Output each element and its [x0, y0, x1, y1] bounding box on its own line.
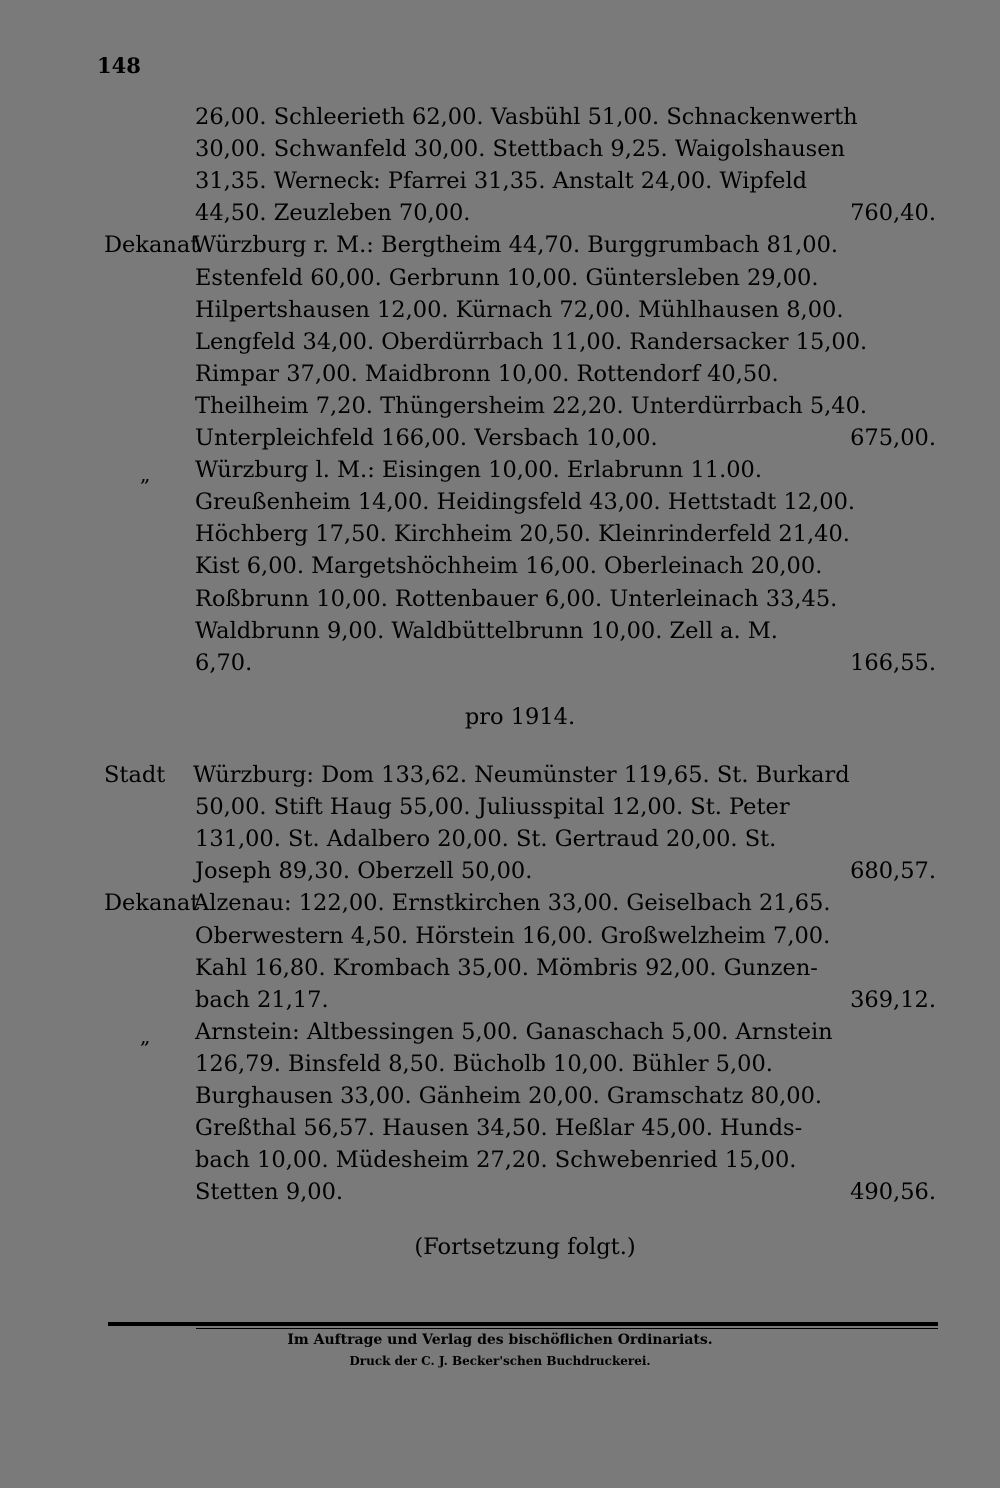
entry-label: Dekanat: [104, 890, 200, 917]
entry-amount: 675,00.: [850, 425, 936, 451]
entry-line: [0, 422, 1000, 456]
entry-text: 44,50. Zeuzleben 70,00.: [195, 200, 471, 227]
footer-printer: Druck der C. J. Becker'schen Buchdruckerei.: [349, 1354, 651, 1368]
entry-text: Würzburg l. M.: Eisingen 10,00. Erlabrunn 11.00.: [195, 457, 763, 484]
entry-line: [0, 165, 1000, 199]
entry-line: [0, 197, 1000, 231]
entry-text: Unterpleichfeld 166,00. Versbach 10,00.: [195, 425, 658, 451]
footer-rule-thick: [108, 1322, 938, 1326]
entry-line: [0, 759, 1000, 793]
entry-text: 30,00. Schwanfeld 30,00. Stettbach 9,25. Waigolshausen: [195, 136, 846, 163]
entry-line: [0, 454, 1000, 488]
entry-text: Estenfeld 60,00. Gerbrunn 10,00. Güntersleben 29,00.: [195, 264, 819, 291]
entry-text: bach 10,00. Müdesheim 27,20. Schwebenried 15,00.: [195, 1147, 797, 1174]
entry-line: [0, 1080, 1000, 1114]
entry-amount: 369,12.: [850, 986, 936, 1013]
entry-line: [0, 1144, 1000, 1178]
entry-text: Greßthal 56,57. Hausen 34,50. Heßlar 45,00. Hunds-: [195, 1115, 803, 1142]
entry-text: Oberwestern 4,50. Hörstein 16,00. Großwelzheim 7,00.: [195, 922, 831, 949]
entry-text: Burghausen 33,00. Gänheim 20,00. Gramschatz 80,00.: [195, 1083, 823, 1109]
continuation-note: (Fortsetzung folgt.): [414, 1234, 636, 1260]
entry-text: Würzburg r. M.: Bergtheim 44,70. Burggrumbach 81,00.: [193, 232, 839, 259]
entry-line: [0, 262, 1000, 296]
entry-line: [0, 358, 1000, 392]
entry-text: Stetten 9,00.: [195, 1179, 344, 1206]
entry-amount: 680,57.: [850, 858, 936, 885]
entry-text: Alzenau: 122,00. Ernstkirchen 33,00. Geiselbach 21,65.: [193, 890, 831, 917]
entry-text: Joseph 89,30. Oberzell 50,00.: [195, 858, 533, 885]
entry-line: [0, 920, 1000, 954]
entry-text: Waldbrunn 9,00. Waldbüttelbrunn 10,00. Zell a. M.: [195, 617, 778, 644]
footer-publisher: Im Auftrage und Verlag des bischöflichen Ordinariats.: [287, 1332, 713, 1348]
entry-amount: 760,40.: [850, 200, 936, 227]
entry-line: [0, 326, 1000, 360]
entry-text: 131,00. St. Adalbero 20,00. St. Gertraud 20,00. St.: [195, 826, 777, 853]
entry-line: [0, 583, 1000, 617]
entry-text: Theilheim 7,20. Thüngersheim 22,20. Unterdürrbach 5,40.: [195, 392, 868, 419]
entry-line: [0, 390, 1000, 424]
entry-text: Rimpar 37,00. Maidbronn 10,00. Rottendorf 40,50.: [195, 360, 779, 387]
entry-line: [0, 984, 1000, 1018]
entry-line: [0, 952, 1000, 986]
section-heading: pro 1914.: [464, 704, 576, 730]
entry-line: [0, 1016, 1000, 1050]
entry-label: Dekanat: [104, 232, 200, 259]
entry-label: Stadt: [104, 762, 166, 788]
ditto-mark: „: [140, 462, 151, 487]
entry-line: [0, 887, 1000, 921]
entry-line: [0, 1176, 1000, 1210]
entry-line: [0, 101, 1000, 135]
entry-text: 50,00. Stift Haug 55,00. Juliusspital 12,00. St. Peter: [195, 794, 790, 821]
entry-line: [0, 615, 1000, 649]
entry-text: Kist 6,00. Margetshöchheim 16,00. Oberleinach 20,00.: [195, 553, 823, 580]
entry-line: [0, 518, 1000, 552]
entry-text: Hilpertshausen 12,00. Kürnach 72,00. Mühlhausen 8,00.: [195, 296, 844, 323]
entry-text: 26,00. Schleerieth 62,00. Vasbühl 51,00. Schnackenwerth: [195, 104, 858, 130]
entry-amount: 490,56.: [850, 1179, 936, 1206]
entry-line: [0, 791, 1000, 825]
entry-line: [0, 486, 1000, 520]
entry-line: [0, 1048, 1000, 1082]
entry-text: 126,79. Binsfeld 8,50. Bücholb 10,00. Bühler 5,00.: [195, 1050, 773, 1077]
entry-text: Roßbrunn 10,00. Rottenbauer 6,00. Unterleinach 33,45.: [195, 585, 838, 612]
ditto-mark: „: [140, 1023, 151, 1048]
entry-line: [0, 133, 1000, 167]
entry-text: Arnstein: Altbessingen 5,00. Ganaschach 5,00. Arnstein: [195, 1018, 833, 1045]
entry-line: [0, 647, 1000, 681]
entry-line: [0, 550, 1000, 584]
entry-text: Höchberg 17,50. Kirchheim 20,50. Kleinrinderfeld 21,40.: [195, 521, 850, 548]
entry-line: [0, 1112, 1000, 1146]
entry-line: [0, 855, 1000, 889]
entry-text: Greußenheim 14,00. Heidingsfeld 43,00. Hettstadt 12,00.: [195, 489, 856, 516]
page-number: 148: [97, 53, 141, 78]
entry-line: [0, 823, 1000, 857]
entry-text: 6,70.: [195, 649, 253, 676]
entry-amount: 166,55.: [850, 649, 936, 676]
entry-text: Würzburg: Dom 133,62. Neumünster 119,65. St. Burkard: [193, 762, 850, 788]
entry-text: Kahl 16,80. Krombach 35,00. Mömbris 92,00. Gunzen-: [195, 954, 818, 981]
entry-line: [0, 294, 1000, 328]
entry-text: Lengfeld 34,00. Oberdürrbach 11,00. Randersacker 15,00.: [195, 328, 868, 355]
footer-rule-thin: [196, 1328, 938, 1329]
entry-line: [0, 229, 1000, 263]
entry-text: 31,35. Werneck: Pfarrei 31,35. Anstalt 24,00. Wipfeld: [195, 168, 808, 195]
entry-text: bach 21,17.: [195, 986, 329, 1013]
